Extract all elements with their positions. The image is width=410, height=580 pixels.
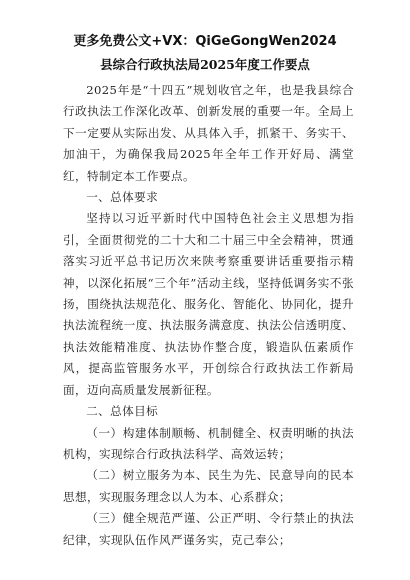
goal-item: （三）健全规范严谨、公正严明、令行禁止的执法纪律，实现队伍作风严谨务实，克己奉公；	[63, 511, 354, 547]
document-title: 县综合行政执法局2025年度工作要点	[100, 57, 310, 72]
goal-item: （一）构建体制顺畅、机制健全、权责明晰的执法机构，实现综合行政执法科学、高效运转；	[63, 425, 354, 461]
requirements-paragraph: 坚持以习近平新时代中国特色社会主义思想为指引，全面贯彻党的二十大和二十届三中全会精神，贯通落实习近平总书记历次来陕考察重要讲话重要指示精神，以深化拓展“三个年”活动主线，坚持低调务实不张扬，围绕执法规范化、服务化、智能化、协同化，提升执法流程统一度、执法服务满意度、执法公信透明度、执法效能精准度、执法协作整合度，锻造队伍素质作风，提高监管服务水平，开创综合行政执法工作新局面，迈向高质量发展新征程。	[63, 211, 354, 397]
promo-banner: 更多免费公文+VX：QiGeGongWen2024	[73, 34, 337, 49]
document-body	[63, 80, 354, 551]
goal-item: （二）树立服务为本、民生为先、民意导向的民本思想，实现服务理念以人为本、心系群众；	[63, 468, 354, 504]
section-heading-requirements: 一、总体要求	[86, 190, 159, 205]
section-heading-goals: 二、总体目标	[86, 404, 159, 419]
intro-paragraph: 2025年是“十四五”规划收官之年，也是我县综合行政执法工作深化改革、创新发展的重要一年。全局上下一定要从实际出发、从具体入手，抓紧干、务实干、加油干，为确保我局2025年全年工作开好局、满堂红，特制定本工作要点。	[63, 83, 354, 183]
